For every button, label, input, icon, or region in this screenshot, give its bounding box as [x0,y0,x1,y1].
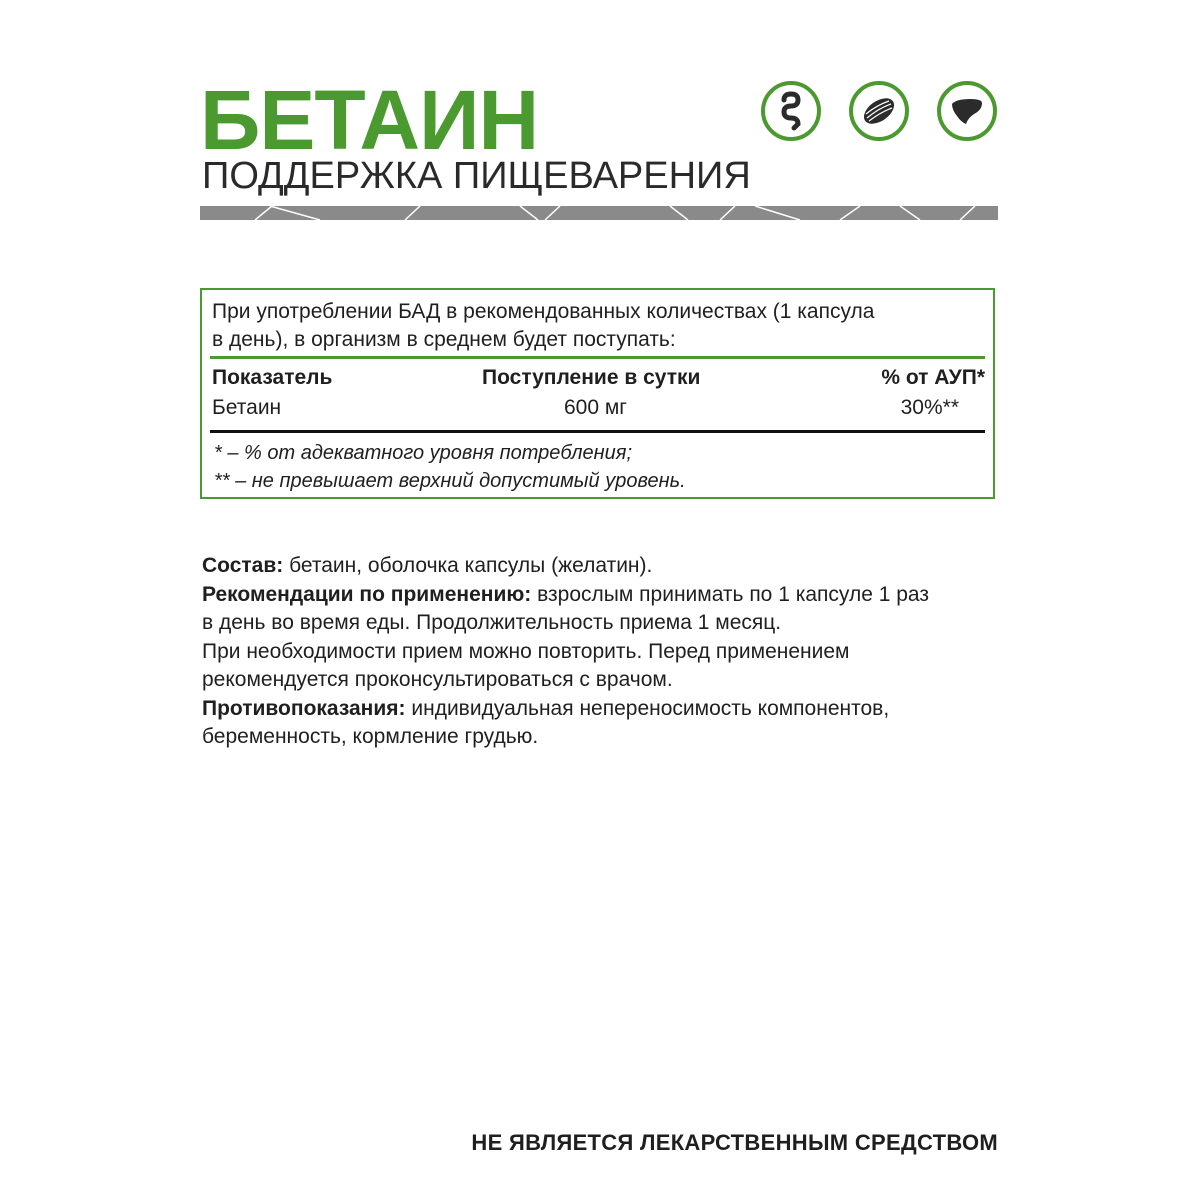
product-subtitle: ПОДДЕРЖКА ПИЩЕВАРЕНИЯ [202,155,751,197]
column-header-aup-percent: % от АУП* [881,366,985,389]
contraindications-label: Противопоказания: [202,696,406,720]
nutrition-info-box [200,288,995,499]
row-indicator-cell: Бетаин [212,396,282,419]
composition-line [202,552,992,581]
usage-line-1 [202,581,992,610]
usage-label: Рекомендации по применению: [202,582,532,606]
benefit-icons [760,80,1000,142]
product-description [202,552,992,752]
usage-line-3: При необходимости прием можно повторить. Перед применением [202,639,850,663]
stomach-icon [848,80,910,142]
intro-line-1: При употреблении БАД в рекомендованных количествах (1 капсула [212,300,875,323]
contraindications-line-2: беременность, кормление грудью. [202,725,539,748]
disclaimer: НЕ ЯВЛЯЕТСЯ ЛЕКАРСТВЕННЫМ СРЕДСТВОМ [471,1130,998,1155]
intro-text [212,298,982,354]
usage-text-1: взрослым принимать по 1 капсуле 1 раз [531,582,929,606]
column-header-indicator: Показатель [212,366,333,389]
intestine-icon [760,80,822,142]
product-title: БЕТАИН [200,73,539,167]
footnote-1: * – % от адекватного уровня потребления; [214,442,632,464]
footnote-2: ** – не превышает верхний допустимый уровень. [214,470,686,492]
contraindications-line-1 [202,695,992,724]
usage-line-4: рекомендуется проконсультироваться с врачом. [202,668,673,691]
column-header-daily-intake: Поступление в сутки [482,366,701,389]
composition-label: Состав: [202,554,284,577]
table-bottom-divider [210,430,985,433]
intro-line-2: в день), в организм в среднем будет поступать: [212,328,676,351]
table-top-divider [210,356,985,359]
row-intake-cell: 600 мг [564,396,627,419]
row-percent-cell: 30%** [900,396,959,419]
contraindications-text-1: индивидуальная непереносимость компонентов, [405,696,890,720]
usage-line-2: в день во время еды. Продолжительность приема 1 месяц. [202,611,782,634]
decorative-stripe [200,206,998,220]
composition-text: бетаин, оболочка капсулы (желатин). [283,554,653,577]
liver-icon [936,80,998,142]
